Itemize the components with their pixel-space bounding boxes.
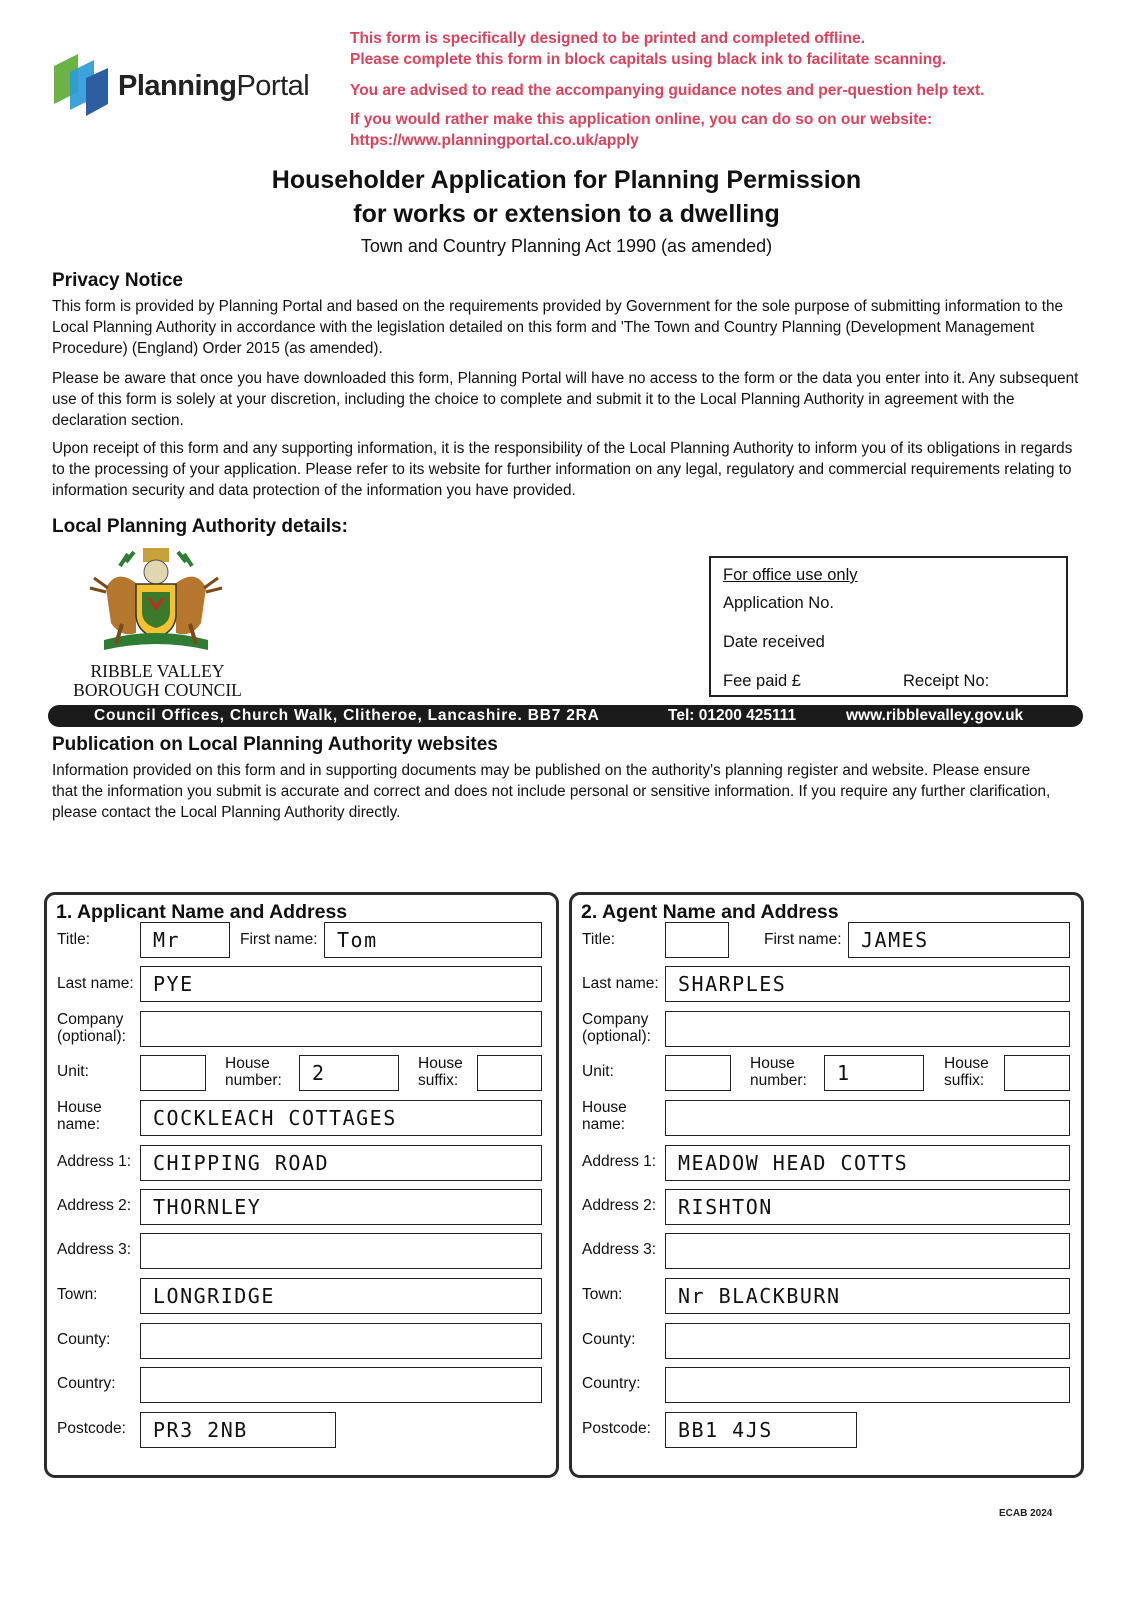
- agent-address2-field[interactable]: RISHTON: [665, 1189, 1070, 1225]
- council-address: Council Offices, Church Walk, Clitheroe, Lancashire. BB7 2RA: [94, 707, 600, 724]
- agent-house-name-label: House name:: [582, 1099, 627, 1133]
- online-notice: If you would rather make this application online, you can do so on our website: https://www.planningportal.co.uk/apply: [350, 111, 933, 149]
- agent-last-name-field[interactable]: SHARPLES: [665, 966, 1070, 1002]
- applicant-address2-field[interactable]: THORNLEY: [140, 1189, 542, 1225]
- agent-house-suffix-label: House suffix:: [944, 1055, 989, 1089]
- agent-county-field[interactable]: [665, 1323, 1070, 1359]
- applicant-postcode-field[interactable]: PR3 2NB: [140, 1412, 336, 1448]
- applicant-address1-field[interactable]: CHIPPING ROAD: [140, 1145, 542, 1181]
- applicant-house-name-label: House name:: [57, 1099, 102, 1133]
- applicant-address3-field[interactable]: [140, 1233, 542, 1269]
- applicant-unit-label: Unit:: [57, 1063, 89, 1080]
- applicant-address1-label: Address 1:: [57, 1153, 132, 1170]
- privacy-paragraph-2: Please be aware that once you have downloaded this form, Planning Portal will have no access to the form or the data you enter into it. Any subsequent use of this form is solely at your discretion, including the choice to complete and submit it to the Local Planning Authority in agreement with the declaration section.: [52, 370, 1079, 429]
- agent-section-title: 2. Agent Name and Address: [581, 901, 839, 923]
- applicant-house-suffix-label: House suffix:: [418, 1055, 463, 1089]
- applicant-first-name-label: First name:: [240, 931, 318, 948]
- agent-house-number-label: House number:: [750, 1055, 807, 1089]
- agent-unit-label: Unit:: [582, 1063, 614, 1080]
- applicant-last-name-label: Last name:: [57, 975, 134, 992]
- applicant-last-name-field[interactable]: PYE: [140, 966, 542, 1002]
- publication-text: Information provided on this form and in supporting documents may be published on the authority's planning register and website. Please ensure that the information you submit is accurate and correct and does not include personal or sensitive information. If you require any further clarification, please contact the Local Planning Authority directly.: [52, 762, 1051, 821]
- applicant-postcode-label: Postcode:: [57, 1420, 126, 1437]
- planning-portal-wordmark: PlanningPortal: [118, 70, 310, 102]
- applicant-title-field[interactable]: Mr: [140, 922, 230, 958]
- applicant-section-title: 1. Applicant Name and Address: [56, 901, 348, 923]
- applicant-address2-label: Address 2:: [57, 1197, 132, 1214]
- form-subtitle: Town and Country Planning Act 1990 (as amended): [360, 236, 773, 256]
- agent-house-suffix-field[interactable]: [1004, 1055, 1070, 1091]
- applicant-house-number-label: House number:: [225, 1055, 282, 1089]
- agent-postcode-field[interactable]: BB1 4JS: [665, 1412, 857, 1448]
- agent-company-field[interactable]: [665, 1011, 1070, 1047]
- council-name-line1: RIBBLE VALLEY: [90, 661, 225, 681]
- form-version-code: ECAB 2024: [999, 1508, 1053, 1519]
- lpa-heading: Local Planning Authority details:: [52, 516, 348, 537]
- office-use-box: [709, 556, 1068, 697]
- form-title-line1: Householder Application for Planning Permission: [271, 166, 862, 194]
- agent-address3-label: Address 3:: [582, 1241, 657, 1258]
- agent-postcode-label: Postcode:: [582, 1420, 651, 1437]
- council-crest-icon: [86, 548, 226, 658]
- applicant-house-number-field[interactable]: 2: [299, 1055, 399, 1091]
- office-application-no: Application No.: [723, 594, 834, 612]
- privacy-paragraph-3: Upon receipt of this form and any supporting information, it is the responsibility of the Local Planning Authority to inform you of its obligations in regards to the processing of your application. Please refer to its website for further information on any legal, regulatory and commercial requirements relating to information security and data protection of the information you have provided.: [52, 440, 1073, 499]
- applicant-unit-field[interactable]: [140, 1055, 206, 1091]
- agent-company-label: Company (optional):: [582, 1011, 651, 1045]
- guidance-notice: You are advised to read the accompanying guidance notes and per-question help text.: [350, 82, 985, 99]
- applicant-address3-label: Address 3:: [57, 1241, 132, 1258]
- office-use-title: For office use only: [723, 566, 858, 584]
- applicant-town-label: Town:: [57, 1286, 98, 1303]
- offline-notice: This form is specifically designed to be printed and completed offline. Please complete this form in block capitals using black ink to facilitate scanning.: [350, 30, 947, 68]
- agent-house-name-field[interactable]: [665, 1100, 1070, 1136]
- agent-first-name-label: First name:: [764, 931, 842, 948]
- council-name-line2: BOROUGH COUNCIL: [73, 680, 242, 700]
- agent-title-field[interactable]: [665, 922, 729, 958]
- office-fee-paid: Fee paid £: [723, 672, 801, 690]
- agent-first-name-field[interactable]: JAMES: [848, 922, 1070, 958]
- agent-address3-field[interactable]: [665, 1233, 1070, 1269]
- applicant-county-label: County:: [57, 1331, 111, 1348]
- council-website[interactable]: www.ribblevalley.gov.uk: [846, 707, 1024, 724]
- applicant-title-label: Title:: [57, 931, 91, 948]
- privacy-paragraph-1: This form is provided by Planning Portal and based on the requirements provided by Government for the sole purpose of submitting information to the Local Planning Authority in accordance with the legislation detailed on this form and 'The Town and Country Planning (Development Management Procedure) (England) Order 2015 (as amended).: [52, 298, 1063, 357]
- agent-country-field[interactable]: [665, 1367, 1070, 1403]
- agent-title-label: Title:: [582, 931, 616, 948]
- apply-link[interactable]: https://www.planningportal.co.uk/apply: [350, 132, 639, 149]
- council-telephone: Tel: 01200 425111: [668, 707, 797, 724]
- agent-country-label: Country:: [582, 1375, 641, 1392]
- applicant-country-label: Country:: [57, 1375, 116, 1392]
- agent-town-field[interactable]: Nr BLACKBURN: [665, 1278, 1070, 1314]
- privacy-heading: Privacy Notice: [52, 270, 183, 291]
- office-receipt-no: Receipt No:: [903, 672, 990, 690]
- agent-house-number-field[interactable]: 1: [824, 1055, 924, 1091]
- agent-last-name-label: Last name:: [582, 975, 659, 992]
- applicant-house-suffix-field[interactable]: [477, 1055, 542, 1091]
- applicant-county-field[interactable]: [140, 1323, 542, 1359]
- planning-portal-logo: [52, 52, 312, 120]
- agent-address1-label: Address 1:: [582, 1153, 657, 1170]
- form-title-line2: for works or extension to a dwelling: [353, 200, 780, 228]
- applicant-first-name-field[interactable]: Tom: [324, 922, 542, 958]
- agent-town-label: Town:: [582, 1286, 623, 1303]
- applicant-section: [44, 892, 559, 1478]
- applicant-company-label: Company (optional):: [57, 1011, 126, 1045]
- agent-unit-field[interactable]: [665, 1055, 731, 1091]
- agent-address1-field[interactable]: MEADOW HEAD COTTS: [665, 1145, 1070, 1181]
- agent-address2-label: Address 2:: [582, 1197, 657, 1214]
- applicant-country-field[interactable]: [140, 1367, 542, 1403]
- office-date-received: Date received: [723, 633, 825, 651]
- publication-heading: Publication on Local Planning Authority websites: [52, 734, 498, 755]
- applicant-house-name-field[interactable]: COCKLEACH COTTAGES: [140, 1100, 542, 1136]
- agent-section: [569, 892, 1084, 1478]
- applicant-town-field[interactable]: LONGRIDGE: [140, 1278, 542, 1314]
- planning-portal-logo-icon: [52, 52, 112, 118]
- council-contact-bar: [48, 705, 1083, 727]
- agent-county-label: County:: [582, 1331, 636, 1348]
- applicant-company-field[interactable]: [140, 1011, 542, 1047]
